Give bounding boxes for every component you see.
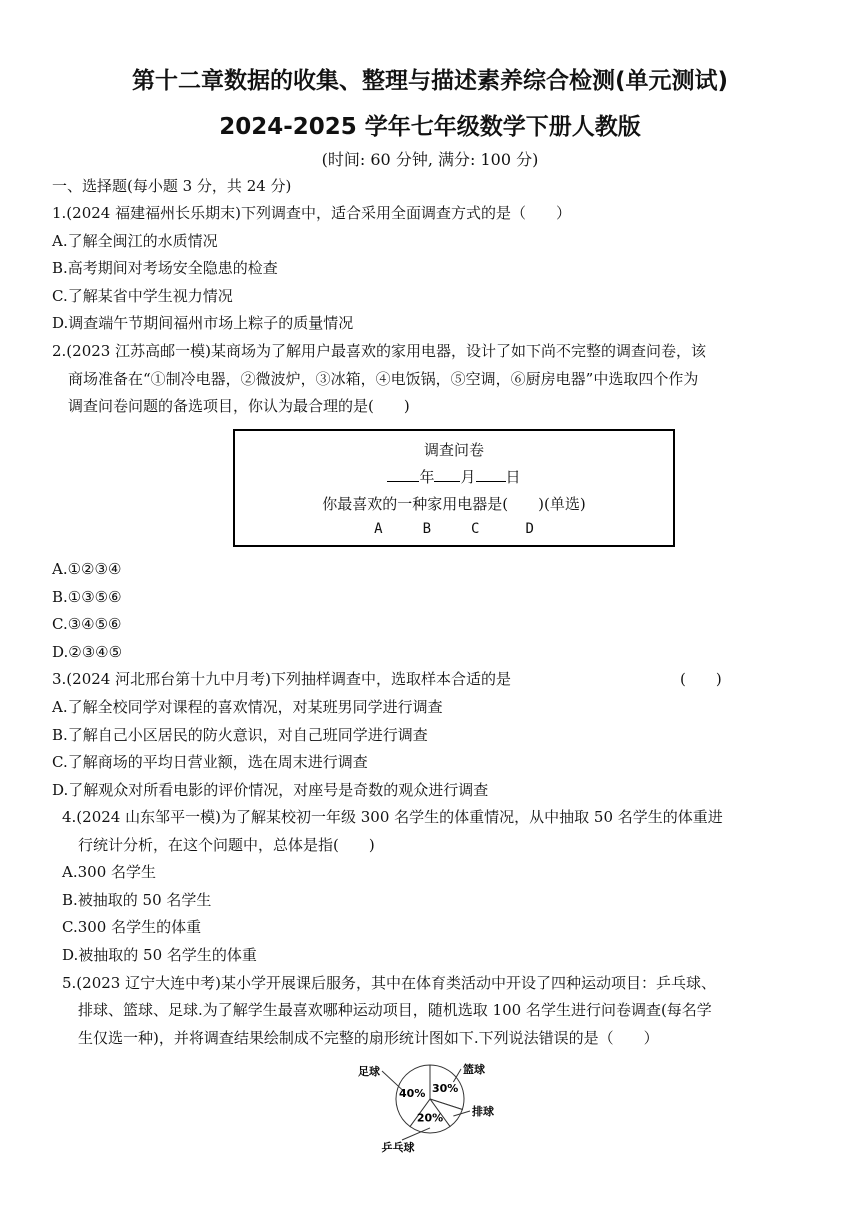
pie-category-label: 足球 [358, 1065, 380, 1078]
q2-option-c: C.③④⑤⑥ [52, 615, 122, 633]
year-label: 年 [419, 468, 435, 486]
month-label: 月 [460, 468, 476, 486]
q4-option-b: B.被抽取的 50 名学生 [62, 891, 212, 909]
q3-stem: 3.(2024 河北邢台第十九中月考)下列抽样调查中，选取样本合适的是 [52, 670, 511, 688]
q1-option-a: A.了解全闽江的水质情况 [52, 232, 218, 250]
survey-option-c: C [471, 521, 480, 537]
q5-stem-line3: 生仅选一种)，并将调查结果绘制成不完整的扇形统计图如下.下列说法错误的是（ ） [78, 1029, 659, 1047]
q2-option-b: B.①③⑤⑥ [52, 588, 122, 606]
survey-option-a: A [374, 521, 383, 537]
day-blank [476, 467, 506, 482]
q4-option-a: A.300 名学生 [62, 863, 156, 881]
q3-option-d: D.了解观众对所看电影的评价情况，对座号是奇数的观众进行调查 [52, 781, 489, 799]
pie-category-label: 篮球 [463, 1063, 485, 1076]
q3-answer-paren: ( ) [680, 670, 722, 688]
survey-questionnaire-box [233, 429, 675, 547]
section-heading: 一、选择题(每小题 3 分，共 24 分) [52, 177, 292, 195]
q3-option-a: A.了解全校同学对课程的喜欢情况，对某班男同学进行调查 [52, 698, 443, 716]
q2-option-d: D.②③④⑤ [52, 643, 123, 661]
q4-stem-line1: 4.(2024 山东邹平一模)为了解某校初一年级 300 名学生的体重情况，从中抽取 50 名学生的体重进 [62, 808, 723, 826]
pie-slice-value-label: 20% [416, 1111, 444, 1125]
q5-stem-line2: 排球、篮球、足球.为了解学生最喜欢哪种运动项目，随机选取 100 名学生进行问卷调查(每名学 [78, 1001, 712, 1019]
q1-option-d: D.调查端午节期间福州市场上粽子的质量情况 [52, 314, 354, 332]
q4-option-c: C.300 名学生的体重 [62, 918, 202, 936]
pie-slice-value-label: 40% [399, 1087, 426, 1101]
q3-option-b: B.了解自己小区居民的防火意识，对自己班同学进行调查 [52, 726, 428, 744]
q2-option-a: A.①②③④ [52, 560, 122, 578]
day-label: 日 [505, 468, 521, 486]
q1-option-c: C.了解某省中学生视力情况 [52, 287, 233, 305]
q2-stem-line1: 2.(2023 江苏高邮一模)某商场为了解用户最喜欢的家用电器，设计了如下尚不完整的调查问卷，该 [52, 342, 706, 360]
q5-stem-line1: 5.(2023 辽宁大连中考)某小学开展课后服务，其中在体育类活动中开设了四种运动项目：乒乓球、 [62, 974, 716, 992]
survey-title: 调查问卷 [423, 441, 484, 459]
q3-option-c: C.了解商场的平均日营业额，选在周末进行调查 [52, 753, 368, 771]
pie-category-label: 乒乓球 [381, 1141, 415, 1154]
q1-option-b: B.高考期间对考场安全隐患的检查 [52, 259, 278, 277]
pie-category-label: 排球 [472, 1105, 494, 1118]
q4-option-d: D.被抽取的 50 名学生的体重 [62, 946, 257, 964]
q1-stem: 1.(2024 福建福州长乐期末)下列调查中，适合采用全面调查方式的是（ ） [52, 204, 571, 222]
month-blank [434, 467, 460, 482]
survey-date-line [235, 466, 673, 487]
exam-title: 第十二章数据的收集、整理与描述素养综合检测(单元测试) [131, 68, 729, 94]
survey-options [235, 521, 673, 537]
survey-option-d: D [525, 521, 534, 537]
q2-stem-line3: 调查问卷问题的备选项目，你认为最合理的是( ) [68, 397, 410, 415]
survey-question: 你最喜欢的一种家用电器是( )(单选) [322, 495, 586, 513]
exam-subtitle: 2024-2025 学年七年级数学下册人教版 [219, 114, 641, 140]
q4-stem-line2: 行统计分析，在这个问题中，总体是指( ) [78, 836, 375, 854]
year-blank [387, 467, 419, 482]
sports-pie-chart [350, 1055, 510, 1155]
exam-meta: (时间: 60 分钟, 满分: 100 分) [321, 150, 539, 169]
pie-slice-value-label: 30% [431, 1082, 459, 1096]
survey-option-b: B [422, 521, 431, 537]
q2-stem-line2: 商场准备在“①制冷电器，②微波炉，③冰箱，④电饭锅，⑤空调，⑥厨房电器”中选取四个作为 [68, 370, 699, 388]
